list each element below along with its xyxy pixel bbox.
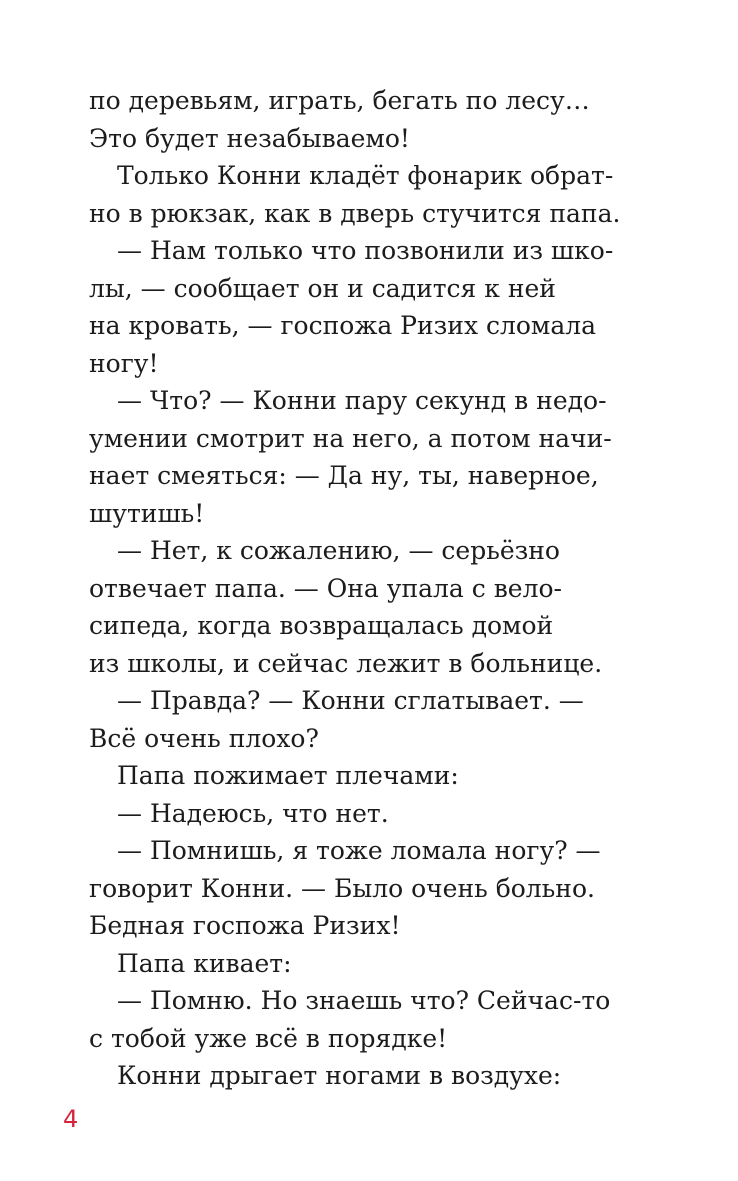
text-line: нает смеяться: — Да ну, ты, наверное, — [89, 461, 599, 490]
text-line: лы, — сообщает он и садится к ней — [89, 273, 556, 303]
text-line: — Помнишь, я тоже ломала ногу? — — [117, 836, 601, 865]
text-line: — Нам только что позвонили из шко- — [117, 236, 614, 265]
text-line: — Правда? — Конни сглатывает. — — [117, 686, 584, 715]
text-line: сипеда, когда возвращалась домой — [89, 611, 554, 640]
text-line: — Нет, к сожалению, — серьёзно — [117, 536, 560, 565]
text-line: Бедная госпожа Ризих! — [89, 911, 401, 940]
text-line: отвечает папа. — Она упала с вело- — [89, 573, 562, 603]
text-line: Всё очень плохо? — [89, 723, 319, 753]
text-line: по деревьям, играть, бегать по лесу… — [89, 86, 590, 115]
page-number: 4 — [63, 1105, 79, 1133]
text-line: Конни дрыгает ногами в воздухе: — [117, 1061, 562, 1090]
text-line: шутишь! — [89, 498, 205, 528]
text-line: с тобой уже всё в порядке! — [89, 1023, 448, 1053]
text-line: Только Конни кладёт фонарик обрат- — [117, 161, 614, 190]
text-line: на кровать, — госпожа Ризих сломала — [89, 311, 597, 340]
text-line: из школы, и сейчас лежит в больнице. — [89, 648, 603, 678]
body-text — [89, 82, 649, 1095]
text-line: Это будет незабываемо! — [89, 123, 410, 153]
text-line: но в рюкзак, как в дверь стучится папа. — [89, 198, 621, 228]
text-line: — Что? — Конни пару секунд в недо- — [117, 386, 607, 415]
text-line: Папа кивает: — [117, 948, 292, 978]
text-line: Папа пожимает плечами: — [117, 761, 459, 790]
text-line: умении смотрит на него, а потом начи- — [89, 423, 612, 453]
text-line: говорит Конни. — Было очень больно. — [89, 873, 595, 903]
text-line: — Надеюсь, что нет. — [117, 798, 389, 828]
text-line: ногу! — [89, 348, 159, 378]
text-line: — Помню. Но знаешь что? Сейчас-то — [117, 986, 611, 1015]
